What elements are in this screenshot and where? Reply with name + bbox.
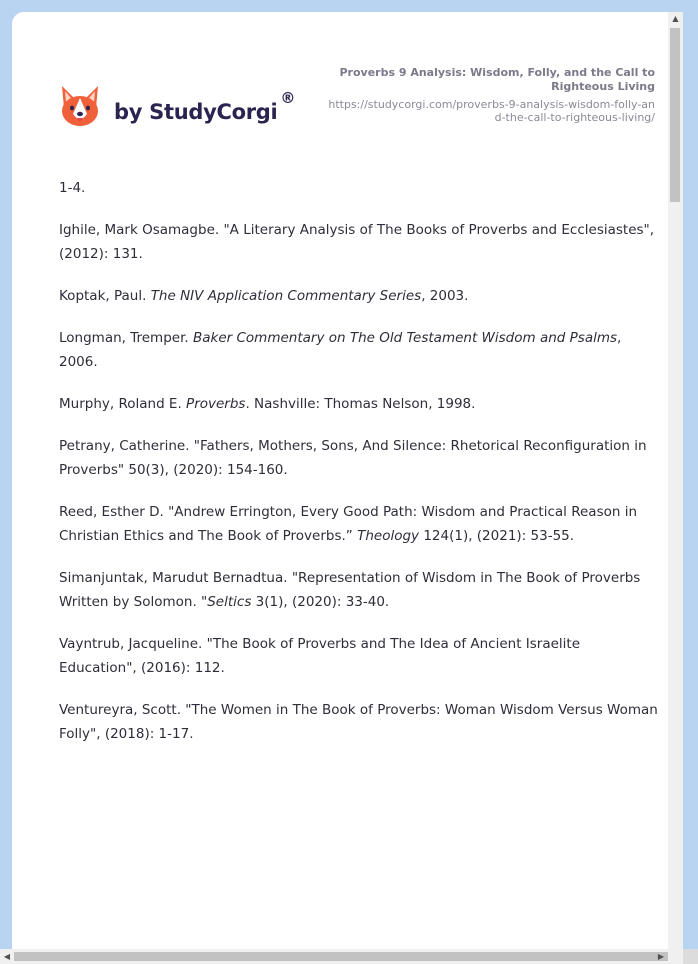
reference-entry	[59, 218, 659, 266]
chevron-right-icon[interactable]: ▶	[657, 952, 665, 961]
chevron-left-icon[interactable]: ◀	[3, 952, 11, 961]
reference-list	[59, 176, 659, 764]
document-title: Proverbs 9 Analysis: Wisdom, Folly, and the Call to Righteous Living	[339, 66, 655, 93]
reference-text-suffix: 3(1), (2020): 33-40.	[251, 594, 390, 610]
reference-text: Longman, Tremper.	[59, 330, 193, 346]
reference-text-suffix: , 2003.	[421, 288, 469, 304]
document-header	[325, 66, 655, 124]
reference-text: Simanjuntak, Marudut Bernadtua. "Representation of Wisdom in The Book of Proverbs Written by Solomon.	[59, 570, 641, 610]
reference-entry	[59, 392, 659, 416]
reference-text: Ighile, Mark Osamagbe. "A Literary Analysis of The Books of Proverbs and Ecclesiastes", (2012): 131.	[59, 222, 655, 262]
brand-name	[114, 88, 296, 124]
studycorgi-logo[interactable]	[60, 76, 295, 136]
registered-mark: ®	[280, 88, 296, 107]
reference-text: Vayntrub, Jacqueline. "The Book of Proverbs and The Idea of Ancient Israelite Education", (2016): 112.	[59, 636, 581, 676]
chevron-up-icon[interactable]: ▲	[672, 14, 679, 23]
corgi-logo-icon	[60, 84, 100, 128]
reference-entry	[59, 284, 659, 308]
reference-text-suffix: . Nashville: Thomas Nelson, 1998.	[245, 396, 476, 412]
document-url[interactable]: https://studycorgi.com/proverbs-9-analysis-wisdom-folly-and-the-call-to-righteous-living/	[328, 98, 655, 124]
reference-entry	[59, 326, 659, 374]
document-page	[12, 12, 683, 962]
reference-text-suffix: 124(1), (2021): 53-55.	[419, 528, 575, 544]
reference-entry	[59, 632, 659, 680]
reference-title-italic: Proverbs	[186, 396, 246, 412]
reference-entry	[59, 698, 659, 746]
reference-entry	[59, 500, 659, 548]
reference-text: Koptak, Paul.	[59, 288, 151, 304]
reference-text-suffix: , 2006.	[59, 330, 622, 370]
vertical-scrollbar[interactable]	[668, 12, 683, 961]
reference-text: Petrany, Catherine. "Fathers, Mothers, Sons, And Silence: Rhetorical Reconfiguration in Proverbs" 50(3), (2020): 154-160.	[59, 438, 647, 478]
vertical-scroll-thumb[interactable]	[670, 28, 680, 202]
reference-entry	[59, 566, 659, 614]
reference-entry	[59, 176, 659, 200]
reference-title-italic: "Seltics	[201, 594, 252, 610]
reference-title-italic: Baker Commentary on The Old Testament Wisdom and Psalms	[192, 330, 618, 346]
scrollbar-corner	[683, 949, 698, 964]
reference-title-italic: Theology	[357, 528, 420, 544]
reference-title-italic: The NIV Application Commentary Series	[150, 288, 422, 304]
reference-text: Ventureyra, Scott. "The Women in The Book of Proverbs: Woman Wisdom Versus Woman Folly", (2018): 1-17.	[59, 702, 658, 742]
reference-text: Reed, Esther D. "Andrew Errington, Every Good Path: Wisdom and Practical Reason in Christian Ethics and The Book of Proverbs.”	[59, 504, 638, 544]
horizontal-scrollbar[interactable]	[0, 949, 683, 964]
reference-text: Murphy, Roland E.	[59, 396, 187, 412]
reference-text: 1-4.	[59, 180, 86, 196]
reference-entry	[59, 434, 659, 482]
horizontal-scroll-thumb[interactable]	[14, 952, 668, 961]
brand-name-text: by StudyCorgi	[114, 99, 278, 124]
